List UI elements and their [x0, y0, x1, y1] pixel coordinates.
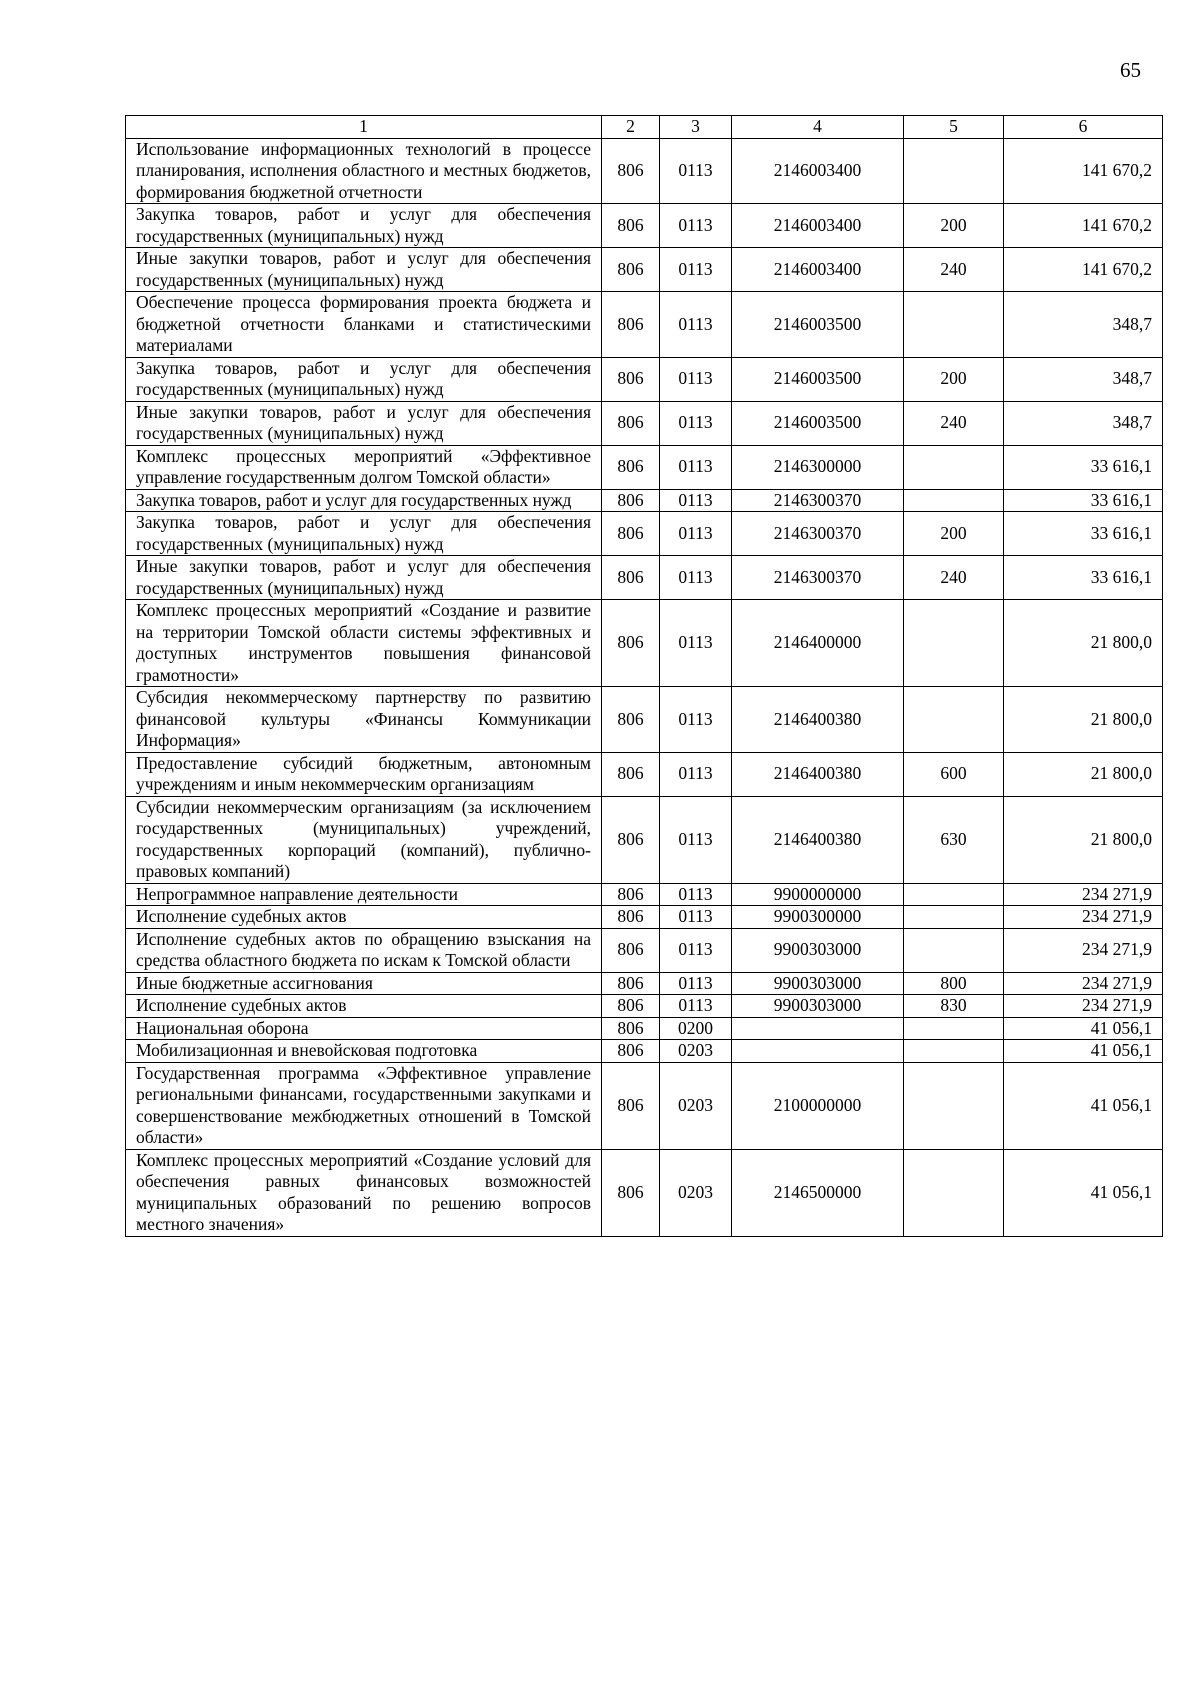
row-amount: 41 056,1: [1004, 1040, 1163, 1063]
header-cell: 5: [904, 116, 1004, 139]
row-amount: 33 616,1: [1004, 556, 1163, 600]
row-amount: 41 056,1: [1004, 1017, 1163, 1040]
row-description: Закупка товаров, работ и услуг для обеспечения государственных (муниципальных) нужд: [126, 512, 602, 556]
row-description: Субсидия некоммерческому партнерству по развитию финансовой культуры «Финансы Коммуникации Информация»: [126, 687, 602, 753]
row-ministry-code: 806: [602, 138, 660, 204]
table-row: [126, 512, 1163, 556]
table-row: [126, 972, 1163, 995]
row-ministry-code: 806: [602, 1040, 660, 1063]
table-row: [126, 796, 1163, 883]
row-expense-type: 240: [904, 401, 1004, 445]
row-ministry-code: 806: [602, 928, 660, 972]
table-row: [126, 401, 1163, 445]
table-row: [126, 204, 1163, 248]
row-target-code: 2146300370: [732, 512, 904, 556]
row-amount: 234 271,9: [1004, 995, 1163, 1018]
row-target-code: 2146003500: [732, 401, 904, 445]
header-cell: 3: [660, 116, 732, 139]
row-section-code: 0113: [660, 357, 732, 401]
row-section-code: 0113: [660, 972, 732, 995]
row-amount: 234 271,9: [1004, 906, 1163, 929]
row-section-code: 0113: [660, 401, 732, 445]
row-description: Закупка товаров, работ и услуг для государственных нужд: [126, 489, 602, 512]
table-row: [126, 1149, 1163, 1236]
row-target-code: 2146500000: [732, 1149, 904, 1236]
row-description: Обеспечение процесса формирования проекта бюджета и бюджетной отчетности бланками и статистическими материалами: [126, 292, 602, 358]
row-description: Предоставление субсидий бюджетным, автономным учреждениям и иным некоммерческим организациям: [126, 752, 602, 796]
row-expense-type: 600: [904, 752, 1004, 796]
table-row: [126, 1062, 1163, 1149]
row-amount: 141 670,2: [1004, 248, 1163, 292]
row-section-code: 0113: [660, 556, 732, 600]
row-amount: 33 616,1: [1004, 445, 1163, 489]
row-target-code: 2100000000: [732, 1062, 904, 1149]
table-row: [126, 1040, 1163, 1063]
row-expense-type: [904, 883, 1004, 906]
row-section-code: 0113: [660, 752, 732, 796]
row-description: Исполнение судебных актов по обращению взыскания на средства областного бюджета по искам к Томской области: [126, 928, 602, 972]
row-description: Иные бюджетные ассигнования: [126, 972, 602, 995]
row-section-code: 0113: [660, 292, 732, 358]
row-description: Закупка товаров, работ и услуг для обеспечения государственных (муниципальных) нужд: [126, 357, 602, 401]
row-ministry-code: 806: [602, 1062, 660, 1149]
row-section-code: 0113: [660, 204, 732, 248]
row-target-code: 2146003400: [732, 204, 904, 248]
row-amount: 348,7: [1004, 357, 1163, 401]
row-section-code: 0203: [660, 1040, 732, 1063]
row-description: Исполнение судебных актов: [126, 906, 602, 929]
row-description: Непрограммное направление деятельности: [126, 883, 602, 906]
row-ministry-code: 806: [602, 556, 660, 600]
row-ministry-code: 806: [602, 883, 660, 906]
row-amount: 141 670,2: [1004, 204, 1163, 248]
table-row: [126, 556, 1163, 600]
row-description: Иные закупки товаров, работ и услуг для обеспечения государственных (муниципальных) нужд: [126, 556, 602, 600]
row-description: Использование информационных технологий в процессе планирования, исполнения областного и местных бюджетов, формирования бюджетной отчетности: [126, 138, 602, 204]
row-ministry-code: 806: [602, 512, 660, 556]
table-row: [126, 600, 1163, 687]
row-amount: 33 616,1: [1004, 512, 1163, 556]
row-amount: 33 616,1: [1004, 489, 1163, 512]
page-number: 65: [1120, 58, 1141, 82]
table-row: [126, 1017, 1163, 1040]
row-target-code: 9900300000: [732, 906, 904, 929]
table-row: [126, 357, 1163, 401]
row-amount: 348,7: [1004, 401, 1163, 445]
row-ministry-code: 806: [602, 752, 660, 796]
row-target-code: 2146300370: [732, 556, 904, 600]
row-description: Исполнение судебных актов: [126, 995, 602, 1018]
row-expense-type: [904, 687, 1004, 753]
table-row: [126, 906, 1163, 929]
row-target-code: 2146300000: [732, 445, 904, 489]
row-section-code: 0113: [660, 995, 732, 1018]
row-amount: 141 670,2: [1004, 138, 1163, 204]
row-target-code: [732, 1040, 904, 1063]
row-section-code: 0113: [660, 445, 732, 489]
row-target-code: 2146300370: [732, 489, 904, 512]
row-section-code: 0113: [660, 928, 732, 972]
row-description: Комплекс процессных мероприятий «Создание условий для обеспечения равных финансовых возможностей муниципальных образований по решению вопросов местного значения»: [126, 1149, 602, 1236]
row-section-code: 0113: [660, 883, 732, 906]
header-cell: 1: [126, 116, 602, 139]
row-description: Государственная программа «Эффективное управление региональными финансами, государственными закупками и совершенствование межбюджетных отношений в Томской области»: [126, 1062, 602, 1149]
row-description: Мобилизационная и вневойсковая подготовка: [126, 1040, 602, 1063]
header-cell: 6: [1004, 116, 1163, 139]
row-ministry-code: 806: [602, 292, 660, 358]
row-ministry-code: 806: [602, 204, 660, 248]
row-ministry-code: 806: [602, 600, 660, 687]
table-row: [126, 489, 1163, 512]
row-amount: 21 800,0: [1004, 752, 1163, 796]
row-expense-type: [904, 1040, 1004, 1063]
table-row: [126, 292, 1163, 358]
row-section-code: 0113: [660, 248, 732, 292]
row-amount: 21 800,0: [1004, 796, 1163, 883]
row-expense-type: 800: [904, 972, 1004, 995]
row-target-code: 2146400000: [732, 600, 904, 687]
row-target-code: 9900303000: [732, 972, 904, 995]
row-expense-type: 630: [904, 796, 1004, 883]
row-expense-type: 200: [904, 357, 1004, 401]
row-expense-type: [904, 1149, 1004, 1236]
row-expense-type: 200: [904, 512, 1004, 556]
row-section-code: 0203: [660, 1149, 732, 1236]
row-amount: 21 800,0: [1004, 687, 1163, 753]
row-expense-type: [904, 600, 1004, 687]
row-expense-type: 240: [904, 556, 1004, 600]
row-target-code: 2146003500: [732, 292, 904, 358]
row-expense-type: [904, 906, 1004, 929]
row-target-code: 9900303000: [732, 928, 904, 972]
row-section-code: 0113: [660, 906, 732, 929]
row-section-code: 0113: [660, 687, 732, 753]
row-amount: 234 271,9: [1004, 883, 1163, 906]
row-amount: 234 271,9: [1004, 972, 1163, 995]
table-row: [126, 752, 1163, 796]
row-ministry-code: 806: [602, 357, 660, 401]
row-section-code: 0113: [660, 600, 732, 687]
row-section-code: 0113: [660, 512, 732, 556]
row-expense-type: [904, 928, 1004, 972]
row-expense-type: [904, 445, 1004, 489]
row-section-code: 0203: [660, 1062, 732, 1149]
row-expense-type: [904, 489, 1004, 512]
row-description: Иные закупки товаров, работ и услуг для обеспечения государственных (муниципальных) нужд: [126, 401, 602, 445]
row-ministry-code: 806: [602, 401, 660, 445]
row-description: Закупка товаров, работ и услуг для обеспечения государственных (муниципальных) нужд: [126, 204, 602, 248]
row-amount: 41 056,1: [1004, 1062, 1163, 1149]
row-target-code: 2146003400: [732, 248, 904, 292]
table-row: [126, 928, 1163, 972]
row-description: Национальная оборона: [126, 1017, 602, 1040]
table-row: [126, 138, 1163, 204]
row-expense-type: [904, 138, 1004, 204]
row-ministry-code: 806: [602, 972, 660, 995]
table-row: [126, 248, 1163, 292]
budget-table: [125, 115, 1163, 1237]
row-ministry-code: 806: [602, 248, 660, 292]
row-expense-type: [904, 1062, 1004, 1149]
row-amount: 41 056,1: [1004, 1149, 1163, 1236]
row-target-code: 2146400380: [732, 752, 904, 796]
row-ministry-code: 806: [602, 1149, 660, 1236]
header-cell: 2: [602, 116, 660, 139]
row-section-code: 0113: [660, 489, 732, 512]
row-description: Комплекс процессных мероприятий «Создание и развитие на территории Томской области системы эффективных и доступных инструментов повышения финансовой грамотности»: [126, 600, 602, 687]
row-ministry-code: 806: [602, 687, 660, 753]
row-ministry-code: 806: [602, 796, 660, 883]
row-amount: 348,7: [1004, 292, 1163, 358]
row-ministry-code: 806: [602, 1017, 660, 1040]
header-cell: 4: [732, 116, 904, 139]
table-row: [126, 687, 1163, 753]
row-target-code: [732, 1017, 904, 1040]
row-ministry-code: 806: [602, 995, 660, 1018]
row-description: Субсидии некоммерческим организациям (за исключением государственных (муниципальных) учреждений, государственных корпораций (компаний), публично-правовых компаний): [126, 796, 602, 883]
row-target-code: 2146003400: [732, 138, 904, 204]
row-expense-type: 240: [904, 248, 1004, 292]
table-row: [126, 445, 1163, 489]
table-row: [126, 883, 1163, 906]
row-section-code: 0113: [660, 796, 732, 883]
row-description: Иные закупки товаров, работ и услуг для обеспечения государственных (муниципальных) нужд: [126, 248, 602, 292]
row-target-code: 2146003500: [732, 357, 904, 401]
row-section-code: 0200: [660, 1017, 732, 1040]
row-amount: 21 800,0: [1004, 600, 1163, 687]
row-amount: 234 271,9: [1004, 928, 1163, 972]
row-ministry-code: 806: [602, 906, 660, 929]
row-ministry-code: 806: [602, 445, 660, 489]
row-target-code: 9900000000: [732, 883, 904, 906]
row-target-code: 2146400380: [732, 796, 904, 883]
table-header-row: [126, 116, 1163, 139]
row-section-code: 0113: [660, 138, 732, 204]
row-expense-type: 200: [904, 204, 1004, 248]
row-target-code: 9900303000: [732, 995, 904, 1018]
row-description: Комплекс процессных мероприятий «Эффективное управление государственным долгом Томской области»: [126, 445, 602, 489]
row-target-code: 2146400380: [732, 687, 904, 753]
row-ministry-code: 806: [602, 489, 660, 512]
table-row: [126, 995, 1163, 1018]
row-expense-type: [904, 1017, 1004, 1040]
row-expense-type: [904, 292, 1004, 358]
row-expense-type: 830: [904, 995, 1004, 1018]
